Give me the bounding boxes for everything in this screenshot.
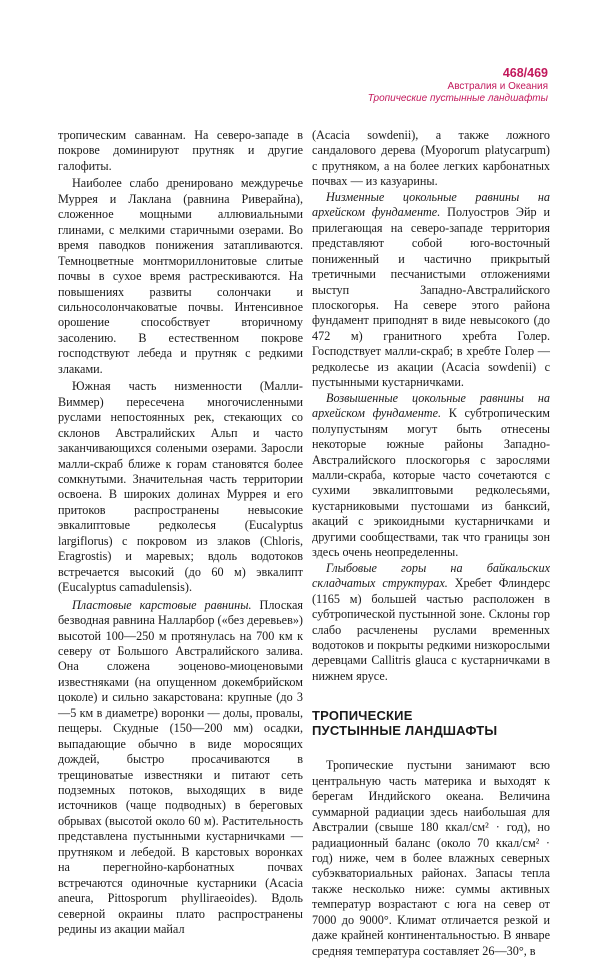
paragraph-heading: Глыбовые горы на байкальских складчатых структурах.	[312, 560, 550, 591]
paragraph	[312, 190, 550, 391]
paragraph-heading: Возвышенные цокольные равнины на архейском фундаменте.	[312, 390, 550, 421]
paragraph-heading: Низменные цокольные равнины на архейском фундаменте.	[312, 189, 550, 220]
section-heading-line: ПУСТЫННЫЕ ЛАНДШАФТЫ	[312, 723, 498, 739]
subsection-title: Тропические пустынные ландшафты	[367, 93, 548, 104]
paragraph-text: Полуостров Эйр и прилегающая на северо-западе территория представляют собой юго-восточный пониженный и частично прикрытый третичными песчанистыми отложениями выступ Западно-Австралийского плоскогорья. На севере этого района фундамент приподнят в виде невысокого (до 472 м) гранитного хребта Голер. Господствует малли-скраб; в хребте Голер — редколесье из акации (Acacia sowdenii) с пустынными кустарничками.	[312, 205, 550, 390]
paragraph-text: Плоская безводная равнина Налларбор («без деревьев») высотой 100—250 м протянулась на 700 км к северу от Большого Австралийского залива. Она сложена эоценово-миоценовыми известняками (на опущенном докембрийском цоколе) и сильно закарстована: крупные (до 3—5 км в диаметре) воронки — долы, провалы, пещеры. Скудные (150—200 мм) осадки, выпадающие обычно в виде моросящих дождей, быстро просачиваются в трещиноватые известняки и питают сеть подземных потоков, выходящих в виде источников (чаще подводных) в береговых обрывах (высотой около 60 м). Растительность представлена пустынными кустарничками — прутняком и лебедой. В карстовых воронках на перегнойно-карбонатных почвах встречаются одиночные кустарники (Acacia aneura, Pittosporum phylliraeoides). Вдоль северной окраины плато распространены редины из акации майал	[58, 597, 303, 937]
page-numbers: 468/469	[502, 66, 548, 80]
paragraph: Тропические пустыни занимают всю центральную часть материка и выходят к берегам Индийского океана. Величина суммарной радиации здесь наибольшая для Австралии (свыше 180 ккал/см² · год), но радиационный баланс (около 70 ккал/см² · год) ниже, чем в более влажных северных субэкваториальных районах. Запасы тепла также несколько ниже: суммы активных температур возрастают с юга на север от 7000 до 9000°. Климат отличается резкой и даже крайней континентальностью. В январе средняя температура составляет 26—30°, в	[312, 758, 550, 958]
section-heading-line: ТРОПИЧЕСКИЕ	[312, 708, 413, 724]
running-header	[368, 66, 548, 105]
section-title: Австралия и Океания	[447, 81, 548, 92]
paragraph: Наиболее слабо дренировано междуречье Муррея и Лаклана (равнина Риверайна), сложенное мощными аллювиальными глинами, с мелкими старичными озерами. Во время паводков понижения затапливаются. Темноцветные монтмориллонитовые слитые почвы в сухое время растрескиваются. На повышениях развиты солончаки и сильносолончаковатые почвы. Интенсивное орошение способствует вторичному засолению. В естественном покрове господствуют лебеда и прутняк с редкими злаками.	[58, 176, 303, 376]
paragraph	[58, 598, 303, 938]
paragraph	[312, 561, 550, 685]
paragraph-text: К субтропическим полупустыням могут быть отнесены некоторые южные районы Западно-Австралийского плоскогорья с зарослями малли-скраба, которые часто сочетаются с сухими эвкалиптовыми редколесьями, кустарниковыми пустошами из банксий, акаций с эрикоидными кустарничками и другими сообществами, так что границы зон здесь очень неопределенны.	[312, 406, 550, 560]
left-column	[58, 128, 303, 938]
paragraph: тропическим саваннам. На северо-западе в покрове доминируют прутняк и другие галофиты.	[58, 128, 303, 173]
paragraph-text: Хребет Флиндерс (1165 м) большей частью расположен в субтропической пустынной зоне. Склоны гор слабо расчленены руслами временных водотоков и покрыты редкими низкорослыми деревцами Callitris glauca с кустарничками в нижнем ярусе.	[312, 576, 550, 683]
right-column	[312, 128, 550, 959]
paragraph: (Acacia sowdenii), а также ложного сандалового дерева (Myoporum platycarpum) с прутняком, а на более легких карбонатных почвах — из казуарины.	[312, 128, 550, 189]
paragraph: Южная часть низменности (Малли-Виммер) пересечена многочисленными руслами непостоянных рек, стекающих со склонов Австралийских Альп и часто заканчивающихся солеными озерами. Заросли малли-скраб ближе к горам становятся более сомкнутыми. Значительная часть территории освоена. В широких долинах Муррея и его притоков распространены невысокие эвкалиптовые редколесья (Eucalyptus largiflorus) с покровом из злаков (Chloris, Eragrostis) и маревых; вдоль водотоков встречается высокий (до 60 м) эвкалипт (Eucalyptus camadulensis).	[58, 379, 303, 595]
section-heading	[312, 708, 550, 738]
paragraph	[312, 391, 550, 561]
paragraph-heading: Пластовые карстовые равнины.	[72, 597, 252, 612]
